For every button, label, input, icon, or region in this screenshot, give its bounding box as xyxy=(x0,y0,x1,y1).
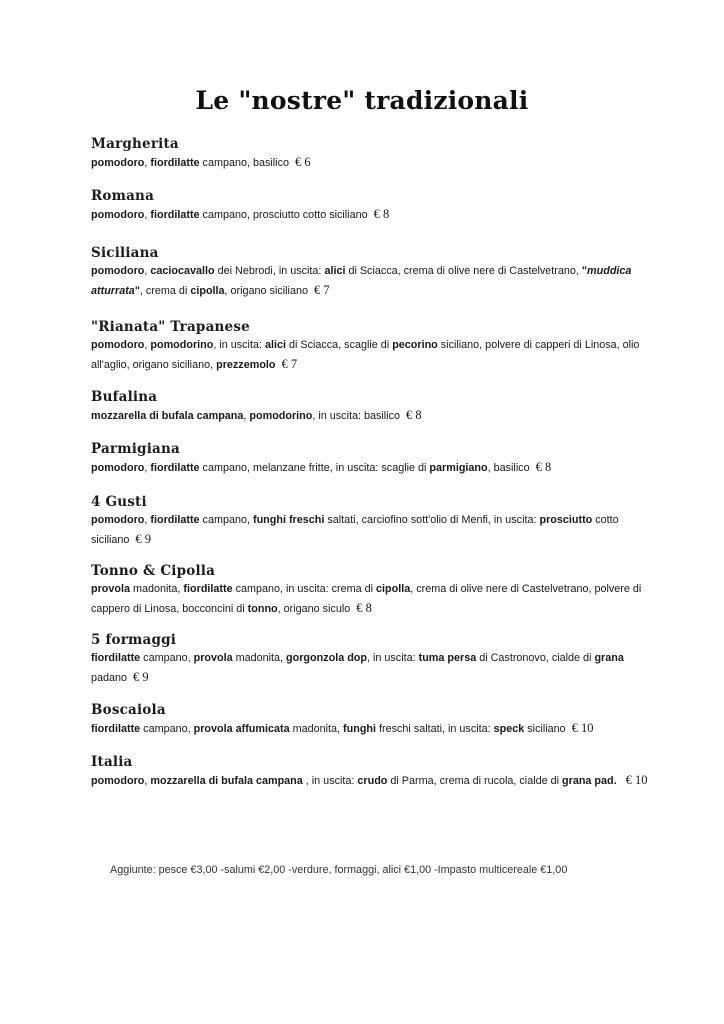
item-price: € 9 xyxy=(135,532,152,546)
menu-item-rianata-trapanese xyxy=(91,318,661,375)
item-price: € 8 xyxy=(406,408,422,422)
item-price: € 6 xyxy=(295,155,311,169)
description-segment: campano, melanzane fritte, in uscita: scaglie di xyxy=(199,462,430,474)
item-description xyxy=(91,406,661,426)
description-segment: prezzemolo xyxy=(216,359,276,371)
item-price: € 9 xyxy=(133,670,149,684)
description-segment: alici xyxy=(324,265,346,277)
item-name: Tonno & Cipolla xyxy=(91,563,216,579)
description-segment: caciocavallo xyxy=(150,265,215,277)
description-segment: muddica atturrata xyxy=(91,265,632,297)
item-description xyxy=(91,649,661,688)
item-name: Margherita xyxy=(91,136,179,152)
description-segment: funghi freschi xyxy=(252,514,325,526)
description-segment: " xyxy=(134,285,140,297)
description-segment: parmigiano xyxy=(429,462,488,474)
item-name: 5 formaggi xyxy=(91,632,177,648)
item-name: 4 Gusti xyxy=(91,494,147,510)
description-segment: siciliano, polvere di capperi di Linosa, olio all'aglio, origano siciliano, xyxy=(91,339,640,371)
description-segment: tuma persa xyxy=(418,652,477,664)
menu-item-parmigiana xyxy=(91,440,661,478)
description-segment: fiordilatte xyxy=(91,652,141,664)
item-price: € 8 xyxy=(356,601,372,615)
description-segment: di Castronovo, cialde di xyxy=(476,652,595,664)
description-segment: prosciutto xyxy=(539,514,593,526)
description-segment: dei Nebrodi, in uscita: xyxy=(214,265,325,277)
description-segment: , origano siculo xyxy=(277,603,351,615)
description-segment: saltati, carciofino sott'olio di Menfi, in uscita: xyxy=(324,514,540,526)
menu-item-4-gusti xyxy=(91,493,661,550)
description-segment: , xyxy=(144,775,151,787)
menu-item-margherita xyxy=(91,135,661,173)
description-segment: , crema di olive nere di Castelvetrano, polvere di cappero di Linosa, bocconcini di xyxy=(91,583,642,615)
item-description xyxy=(91,262,661,301)
description-segment: , in uscita: xyxy=(213,339,265,351)
description-segment: tonno xyxy=(247,603,278,615)
description-segment: provola xyxy=(91,583,130,595)
description-segment: di Sciacca, scaglie di xyxy=(285,339,393,351)
item-description xyxy=(91,719,661,739)
description-segment: gorgonzola dop xyxy=(286,652,367,664)
item-price: € 10 xyxy=(625,773,648,787)
page-title: Le "nostre" tradizionali xyxy=(195,86,529,115)
description-segment: , xyxy=(243,410,250,422)
description-segment: , in uscita: xyxy=(367,652,419,664)
menu-item-siciliana xyxy=(91,244,661,301)
description-segment: " xyxy=(581,265,588,277)
item-description xyxy=(91,336,661,375)
description-segment: , basilico xyxy=(487,462,530,474)
item-price: € 7 xyxy=(313,283,330,297)
item-name: Italia xyxy=(91,754,133,770)
description-segment: siciliano xyxy=(524,723,566,735)
menu-item-italia xyxy=(91,753,661,791)
description-segment: provola affumicata xyxy=(193,723,290,735)
description-segment: grana xyxy=(594,652,624,664)
description-segment: madonita, xyxy=(130,583,184,595)
item-description xyxy=(91,205,661,225)
description-segment: fiordilatte xyxy=(150,209,200,221)
description-segment: freschi saltati, in uscita: xyxy=(376,723,494,735)
item-description xyxy=(91,153,661,173)
addons-note: Aggiunte: pesce €3,00 -salumi €2,00 -verdure, formaggi, alici €1,00 -Impasto multicereale €1,00 xyxy=(110,864,568,876)
description-segment: mozzarella di bufala campana xyxy=(91,410,244,422)
item-description xyxy=(91,771,661,791)
description-segment: alici xyxy=(264,339,286,351)
description-segment: campano, prosciutto cotto siciliano xyxy=(199,209,368,221)
description-segment: di Parma, crema di rucola, cialde di xyxy=(387,775,563,787)
description-segment: cipolla xyxy=(376,583,411,595)
item-price: € 8 xyxy=(535,460,552,474)
item-description xyxy=(91,511,661,550)
description-segment: cotto siciliano xyxy=(91,514,619,546)
description-segment: , xyxy=(144,157,151,169)
menu-item-tonno-cipolla xyxy=(91,562,661,619)
description-segment: campano, basilico xyxy=(199,157,289,169)
description-segment: di Sciacca, crema di olive nere di Castelvetrano, xyxy=(345,265,582,277)
description-segment: madonita, xyxy=(232,652,287,664)
item-name: Romana xyxy=(91,188,155,204)
description-segment: speck xyxy=(493,723,525,735)
description-segment: , origano siciliano xyxy=(224,285,308,297)
description-segment: campano, xyxy=(199,514,253,526)
description-segment: pecorino xyxy=(392,339,438,351)
description-segment: grana pad. xyxy=(562,775,617,787)
description-segment: madonita, xyxy=(289,723,344,735)
item-price: € 7 xyxy=(281,357,298,371)
description-segment: pomodoro xyxy=(91,514,145,526)
description-segment: pomodoro xyxy=(91,462,145,474)
item-name: Parmigiana xyxy=(91,441,180,457)
description-segment: , in uscita: xyxy=(302,775,358,787)
menu-item-romana xyxy=(91,187,661,225)
description-segment: pomodoro xyxy=(91,209,145,221)
description-segment: pomodoro xyxy=(91,775,145,787)
description-segment: pomodoro xyxy=(91,339,145,351)
description-segment: pomodoro xyxy=(91,265,145,277)
description-segment: , xyxy=(144,339,151,351)
description-segment: crudo xyxy=(357,775,388,787)
item-price: € 8 xyxy=(373,207,390,221)
description-segment: , xyxy=(144,209,151,221)
description-segment: fiordilatte xyxy=(150,157,200,169)
description-segment: , xyxy=(144,462,151,474)
description-segment: funghi xyxy=(343,723,377,735)
description-segment: cipolla xyxy=(190,285,225,297)
description-segment: mozzarella di bufala campana xyxy=(150,775,303,787)
description-segment: fiordilatte xyxy=(150,514,200,526)
description-segment: campano, in uscita: crema di xyxy=(232,583,377,595)
description-segment: fiordilatte xyxy=(183,583,233,595)
item-description xyxy=(91,580,661,619)
description-segment xyxy=(617,775,620,787)
description-segment: , in uscita: basilico xyxy=(312,410,400,422)
description-segment: campano, xyxy=(140,723,194,735)
description-segment: , crema di xyxy=(139,285,191,297)
description-segment: pomodorino xyxy=(150,339,214,351)
item-description xyxy=(91,458,661,478)
menu-item-5-formaggi xyxy=(91,631,661,688)
description-segment: provola xyxy=(193,652,233,664)
item-name: Siciliana xyxy=(91,245,159,261)
item-name: Bufalina xyxy=(91,389,158,405)
item-name: Boscaiola xyxy=(91,702,166,718)
description-segment: , xyxy=(144,265,151,277)
menu-item-boscaiola xyxy=(91,701,661,739)
description-segment: fiordilatte xyxy=(91,723,141,735)
menu-item-bufalina xyxy=(91,388,661,426)
description-segment: pomodoro xyxy=(91,157,145,169)
description-segment: fiordilatte xyxy=(150,462,200,474)
description-segment: , xyxy=(144,514,151,526)
item-price: € 10 xyxy=(571,721,594,735)
item-name: "Rianata" Trapanese xyxy=(91,319,250,335)
description-segment: pomodorino xyxy=(249,410,313,422)
description-segment: padano xyxy=(91,672,128,684)
description-segment: campano, xyxy=(140,652,194,664)
